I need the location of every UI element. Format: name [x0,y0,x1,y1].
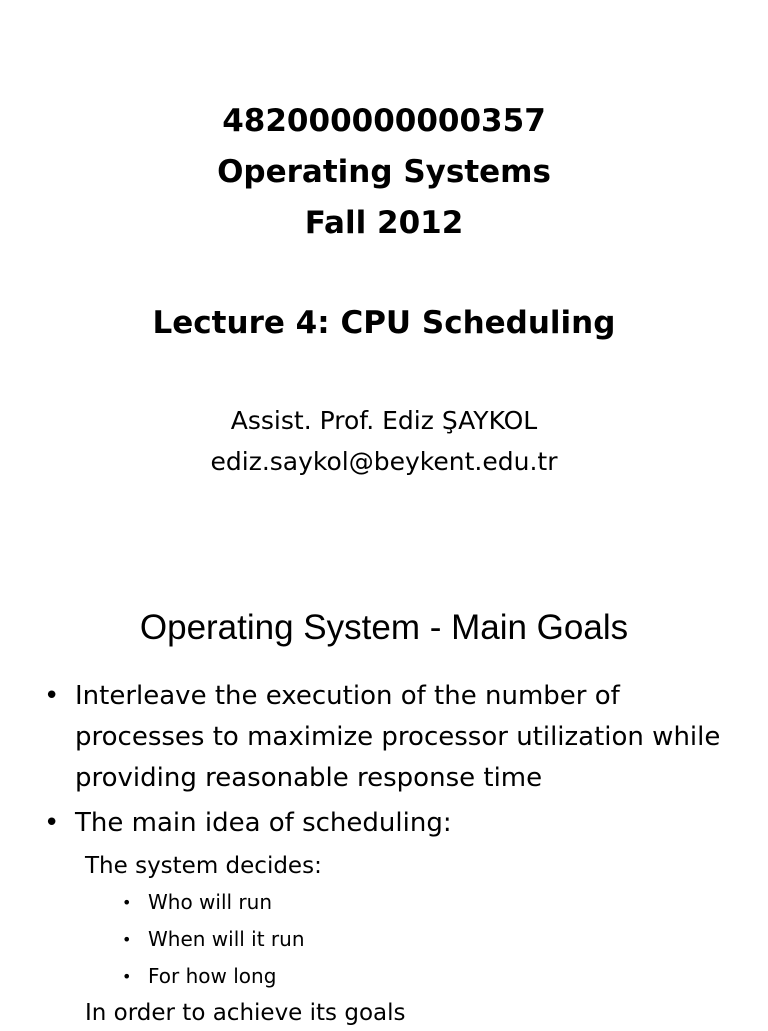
course-title-block [0,96,768,249]
sub-intro-item [44,848,754,1031]
content-slide [0,560,768,1024]
sub-bullet-text: When will it run [148,927,305,951]
bullet-item [44,803,754,844]
course-term: Fall 2012 [304,205,464,241]
course-name: Operating Systems [217,154,551,190]
sub-bullet-text: For how long [148,964,277,988]
bullet-text: The main idea of scheduling: [75,808,452,838]
course-code: 482000000000357 [222,103,546,139]
sub-bullet-item [122,958,754,995]
bullet-icon: • [44,808,60,838]
sub-bullet-text: Who will run [148,890,273,914]
author-email: ediz.saykol@beykent.edu.tr [210,447,558,476]
bullet-item [44,676,754,799]
bullet-icon: • [122,967,132,986]
bullet-list [44,676,754,1031]
sub-intro-text: The system decides: [85,853,322,879]
bullet-text: Interleave the execution of the number of processes to maximize processor utilization while providing reasonable response time [75,681,721,793]
bullet-icon: • [44,681,60,711]
lecture-title: Lecture 4: CPU Scheduling [152,305,616,341]
author-name: Assist. Prof. Ediz ŞAYKOL [230,406,538,435]
slide-title: Operating System - Main Goals [139,608,629,647]
sub-bullet-item [122,884,754,921]
sub-bullet-item [122,921,754,958]
author-block [0,400,768,482]
bullet-icon: • [122,930,132,949]
sub-bullet-list [44,884,754,995]
bullet-icon: • [122,893,132,912]
cutoff-text: In order to achieve its goals [85,1000,406,1026]
